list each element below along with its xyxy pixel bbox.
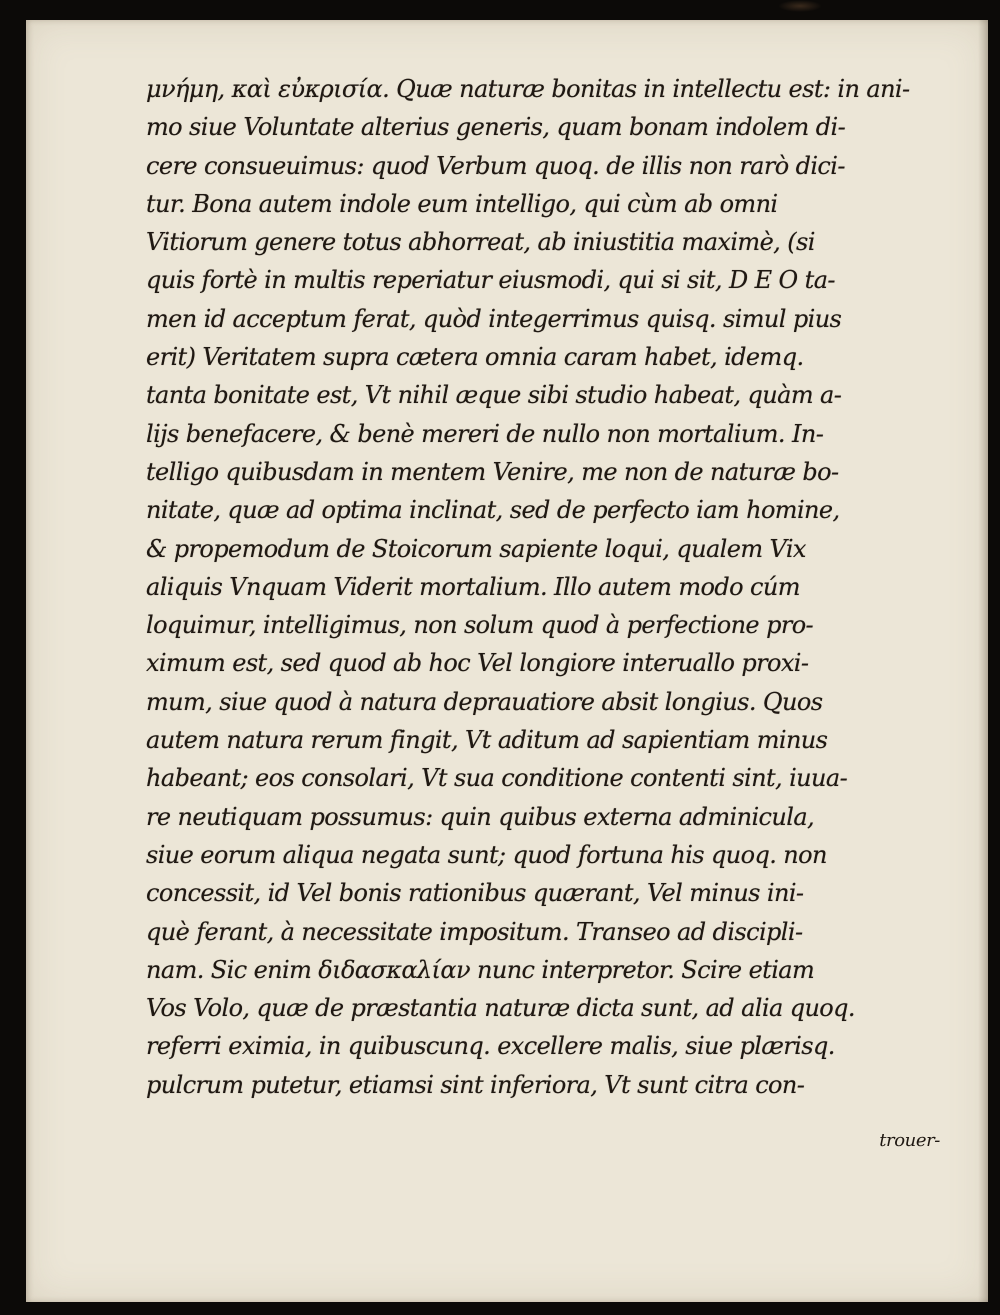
text-line: cere consueuimus: quod Verbum quoq. de illis non rarò dici-: [146, 151, 845, 180]
text-line: μνήμη, καὶ εὐκρισία. Quæ naturæ bonitas in intellectu est: in ani-: [146, 75, 910, 103]
text-line: pulcrum putetur, etiamsi sint inferiora, Vt sunt citra con-: [146, 1070, 805, 1099]
catchword: trouer-: [879, 1130, 940, 1151]
text-line: mo siue Voluntate alterius generis, quam bonam indolem di-: [146, 113, 846, 142]
text-line: mum, siue quod à natura deprauatiore absit longius. Quos: [146, 687, 823, 716]
text-line: Vos Volo, quæ de præstantia naturæ dicta sunt, ad alia quoq.: [146, 994, 855, 1023]
text-line: men id acceptum ferat, quòd integerrimus quisq. simul pius: [146, 304, 842, 333]
text-line: nitate, quæ ad optima inclinat, sed de perfecto iam homine,: [146, 496, 840, 525]
text-line: autem natura rerum fingit, Vt aditum ad sapientiam minus: [146, 726, 828, 755]
text-line: nam. Sic enim διδασκαλίαν nunc interpretor. Scire etiam: [146, 955, 815, 984]
text-line: & propemodum de Stoicorum sapiente loqui, qualem Vix: [146, 534, 806, 563]
text-line: re neutiquam possumus: quin quibus externa adminicula,: [146, 802, 815, 831]
text-line: Vitiorum genere totus abhorreat, ab iniustitia maximè, (si: [146, 228, 815, 257]
text-line: referri eximia, in quibuscunq. excellere malis, siue plærisq.: [146, 1032, 835, 1061]
text-line: ximum est, sed quod ab hoc Vel longiore interuallo proxi-: [146, 649, 809, 678]
binding-mark: [778, 0, 822, 12]
text-line: erit) Veritatem supra cætera omnia caram habet, idemq.: [146, 343, 804, 372]
text-line: loquimur, intelligimus, non solum quod à perfectione pro-: [146, 611, 814, 640]
text-line: què ferant, à necessitate impositum. Transeo ad discipli-: [146, 917, 803, 946]
text-line: lijs benefacere, & benè mereri de nullo non mortalium. In-: [146, 419, 824, 448]
text-line: tur. Bona autem indole eum intelligo, qui cùm ab omni: [146, 189, 778, 218]
page-text: [146, 70, 932, 1104]
page-edge-shadow: [978, 20, 988, 1302]
text-line: telligo quibusdam in mentem Venire, me non de naturæ bo-: [146, 457, 839, 486]
text-line: tanta bonitate est, Vt nihil æque sibi studio habeat, quàm a-: [146, 381, 842, 410]
text-line: concessit, id Vel bonis rationibus quærant, Vel minus ini-: [146, 879, 804, 908]
text-line: aliquis Vnquam Viderit mortalium. Illo autem modo cúm: [146, 572, 800, 601]
text-line: quis fortè in multis reperiatur eiusmodi, qui si sit, D E O ta-: [146, 266, 835, 295]
text-line: siue eorum aliqua negata sunt; quod fortuna his quoq. non: [146, 840, 827, 869]
text-line: habeant; eos consolari, Vt sua conditione contenti sint, iuua-: [146, 764, 848, 793]
